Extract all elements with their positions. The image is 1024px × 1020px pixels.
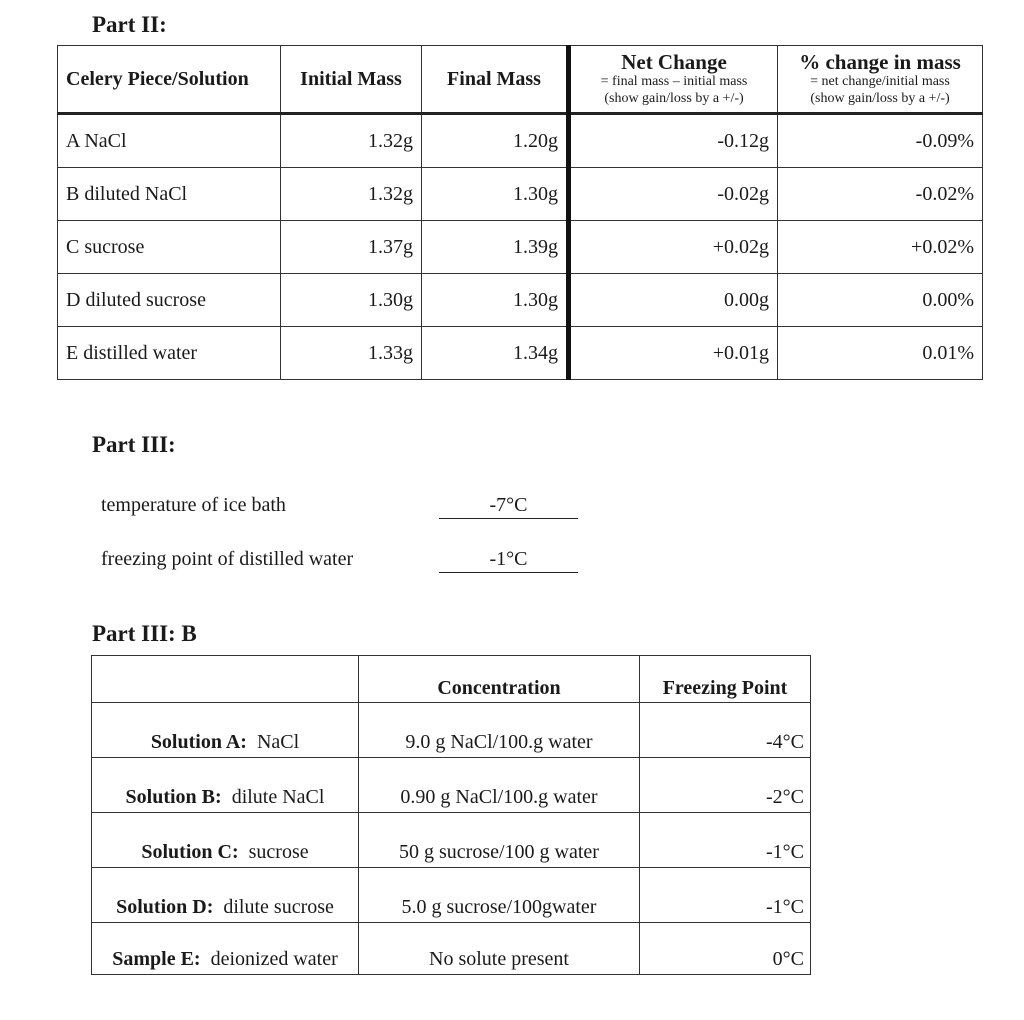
initial-mass-cell: 1.32g (281, 114, 422, 168)
part3-heading: Part III: (92, 432, 176, 457)
table-row (58, 274, 983, 327)
table-header-row (92, 656, 811, 703)
header-net-change (569, 46, 778, 114)
solution-cell (92, 923, 359, 975)
freezing-point-table (91, 655, 811, 975)
table-row (58, 168, 983, 221)
solution-name: sucrose (248, 841, 309, 863)
solution-name: NaCl (256, 731, 300, 753)
net-change-cell: 0.00g (569, 274, 778, 327)
freezing-point-label: freezing point of distilled water (101, 548, 354, 570)
table-row (92, 703, 811, 758)
piece-cell: B diluted NaCl (58, 168, 281, 221)
net-change-cell: -0.02g (569, 168, 778, 221)
final-mass-cell: 1.30g (422, 168, 569, 221)
percent-change-cell: 0.00% (778, 274, 983, 327)
header-percent-change (778, 46, 983, 114)
piece-cell: E distilled water (58, 327, 281, 380)
freezing-point-cell: -4°C (640, 703, 811, 758)
table-row (58, 114, 983, 168)
solution-label: Solution B: (125, 786, 222, 808)
concentration-cell: 50 g sucrose/100 g water (359, 813, 640, 868)
net-change-note: (show gain/loss by a +/-) (604, 91, 744, 106)
header-solution (92, 656, 359, 703)
concentration-cell: 9.0 g NaCl/100.g water (359, 703, 640, 758)
table-row (92, 868, 811, 923)
solution-name: dilute sucrose (223, 896, 334, 918)
freezing-point-cell: -1°C (640, 813, 811, 868)
table-header-row (58, 46, 983, 114)
initial-mass-cell: 1.30g (281, 274, 422, 327)
concentration-cell: No solute present (359, 923, 640, 975)
net-change-title: Net Change (621, 50, 727, 74)
header-final-mass: Final Mass (422, 46, 569, 114)
header-piece: Celery Piece/Solution (58, 46, 281, 114)
percent-change-note: (show gain/loss by a +/-) (810, 91, 950, 106)
solution-name: dilute NaCl (231, 786, 325, 808)
final-mass-cell: 1.20g (422, 114, 569, 168)
freezing-point-value: -1°C (439, 548, 578, 573)
initial-mass-cell: 1.37g (281, 221, 422, 274)
final-mass-cell: 1.30g (422, 274, 569, 327)
solution-cell (92, 758, 359, 813)
solution-cell (92, 703, 359, 758)
net-change-formula: = final mass – initial mass (600, 74, 748, 89)
final-mass-cell: 1.34g (422, 327, 569, 380)
freezing-point-cell: -2°C (640, 758, 811, 813)
solution-label: Solution A: (150, 731, 247, 753)
table-row (92, 923, 811, 975)
concentration-cell: 0.90 g NaCl/100.g water (359, 758, 640, 813)
ice-bath-value: -7°C (439, 494, 578, 519)
percent-change-cell: -0.09% (778, 114, 983, 168)
concentration-cell: 5.0 g sucrose/100gwater (359, 868, 640, 923)
solution-cell (92, 813, 359, 868)
part2-heading: Part II: (92, 12, 167, 37)
table-row (58, 327, 983, 380)
piece-cell: D diluted sucrose (58, 274, 281, 327)
piece-cell: C sucrose (58, 221, 281, 274)
percent-change-cell: -0.02% (778, 168, 983, 221)
celery-mass-table (57, 45, 983, 380)
solution-label: Solution D: (116, 896, 214, 918)
part3b-heading: Part III: B (92, 621, 197, 646)
solution-name: deionized water (210, 948, 338, 970)
net-change-cell: +0.02g (569, 221, 778, 274)
percent-change-formula: = net change/initial mass (810, 74, 950, 89)
header-freezing-point: Freezing Point (640, 656, 811, 703)
initial-mass-cell: 1.32g (281, 168, 422, 221)
table-row (92, 813, 811, 868)
percent-change-title: % change in mass (799, 50, 961, 74)
header-initial-mass: Initial Mass (281, 46, 422, 114)
percent-change-cell: 0.01% (778, 327, 983, 380)
freezing-point-cell: -1°C (640, 868, 811, 923)
solution-label: Solution C: (141, 841, 239, 863)
table-row (92, 758, 811, 813)
net-change-cell: -0.12g (569, 114, 778, 168)
ice-bath-label: temperature of ice bath (101, 494, 286, 516)
freezing-point-cell: 0°C (640, 923, 811, 975)
initial-mass-cell: 1.33g (281, 327, 422, 380)
piece-cell: A NaCl (58, 114, 281, 168)
net-change-cell: +0.01g (569, 327, 778, 380)
table-row (58, 221, 983, 274)
final-mass-cell: 1.39g (422, 221, 569, 274)
solution-label: Sample E: (112, 948, 201, 970)
header-concentration: Concentration (359, 656, 640, 703)
percent-change-cell: +0.02% (778, 221, 983, 274)
solution-cell (92, 868, 359, 923)
